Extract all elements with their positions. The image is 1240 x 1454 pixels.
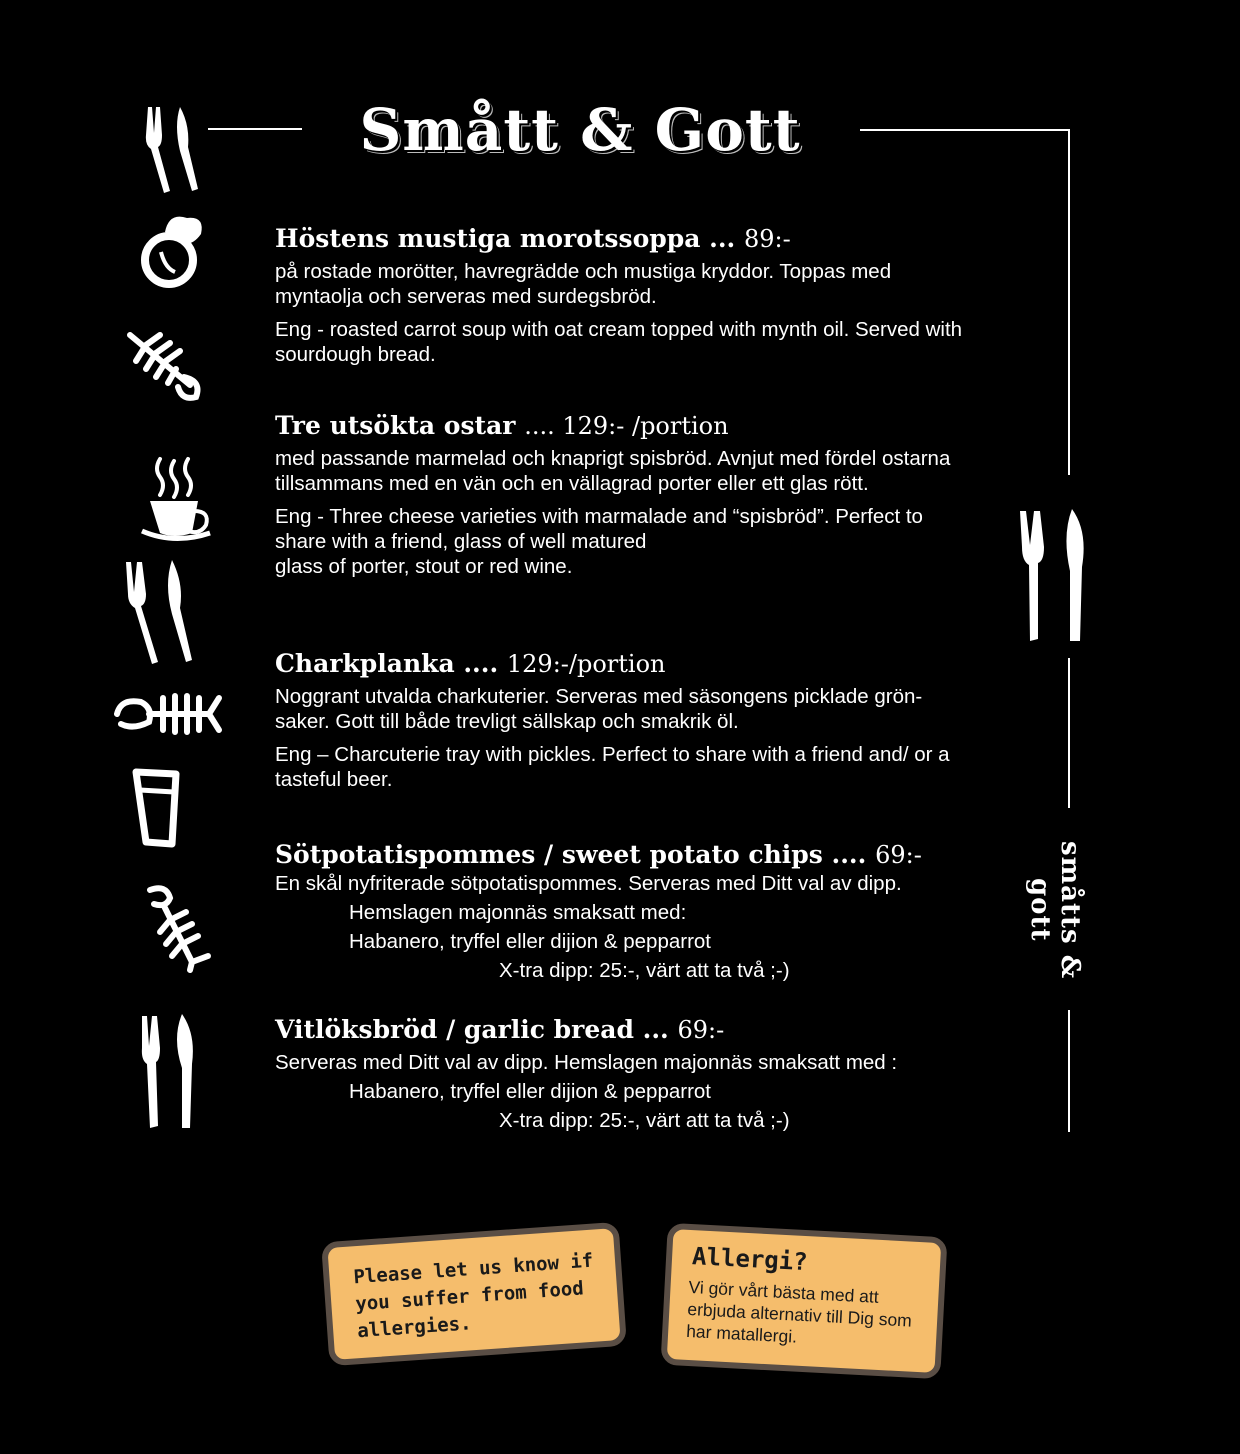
menu-item-charcuterie xyxy=(275,649,975,800)
allergy-note-english-line3: allergies. xyxy=(356,1312,473,1343)
menu-item-name: Vitlöksbröd / garlic bread ... xyxy=(275,1015,669,1044)
cutlery-icon xyxy=(120,558,210,668)
allergy-note-english-line2: you suffer from food xyxy=(354,1277,585,1316)
menu-item-title xyxy=(275,411,975,440)
menu-item-title xyxy=(275,649,975,678)
title-rule-left xyxy=(208,128,302,130)
menu-item-description-en-line2: glass of porter, stout or red wine. xyxy=(275,555,573,578)
menu-item-name: Sötpotatispommes / sweet potato chips .... xyxy=(275,840,867,869)
menu-item-carrot-soup xyxy=(275,224,975,375)
menu-item-cheeses xyxy=(275,411,975,579)
menu-item-title xyxy=(275,840,975,869)
menu-item-dip-line: Habanero, tryffel eller dijion & pepparrot xyxy=(349,1080,711,1103)
fish-bone-icon xyxy=(140,882,215,972)
frame-rule-vertical-bottom xyxy=(1068,1010,1070,1132)
steaming-cup-icon xyxy=(140,455,215,545)
side-section-label: småtts & gott xyxy=(1025,840,1085,980)
frame-rule-vertical-middle xyxy=(1068,658,1070,808)
menu-item-price: 129:-/portion xyxy=(506,650,666,678)
menu-item-dip-line2: Habanero, tryffel eller dijion & pepparrot xyxy=(349,930,711,953)
menu-item-description: En skål nyfriterade sötpotatispommes. Serveras med Ditt val av dipp. xyxy=(275,872,902,895)
cutlery-icon xyxy=(138,1012,203,1132)
menu-item-name: Charkplanka .... xyxy=(275,649,499,678)
menu-item-description-en xyxy=(275,504,975,579)
cutlery-icon xyxy=(140,105,210,195)
menu-item-title xyxy=(275,224,975,253)
menu-item-description-sv: Noggrant utvalda charkuterier. Serveras med säsongens picklade grön-saker. Gott till både trevligt sällskap och smakrik öl. xyxy=(275,685,923,733)
allergy-note-english-text xyxy=(327,1228,619,1347)
menu-item-description-en-line1: Eng - Three cheese varieties with marmalade and “spisbröd”. Perfect to share with a friend, glass of well matured xyxy=(275,505,923,553)
menu-item-description-en: Eng – Charcuterie tray with pickles. Perfect to share with a friend and/ or a tasteful beer. xyxy=(275,743,950,791)
fish-bone-icon xyxy=(113,688,223,743)
menu-item-price: 69:- xyxy=(875,841,922,869)
menu-item-extra-dip: X-tra dipp: 25:-, värt att ta två ;-) xyxy=(499,1109,790,1132)
menu-item-price: .... 129:- /portion xyxy=(524,412,729,440)
menu-item-description-sv: på rostade morötter, havregrädde och mustiga kryddor. Toppas med myntaolja och serveras med surdegsbröd. xyxy=(275,260,892,308)
menu-item-name: Höstens mustiga morotssoppa ... xyxy=(275,224,736,253)
menu-item-name: Tre utsökta ostar xyxy=(275,411,516,440)
title-rule-right xyxy=(860,129,1070,131)
menu-item-price: 89:- xyxy=(743,225,791,253)
allergy-note-body: Vi gör vårt bästa med att erbjuda alternativ till Dig som har matallergi. xyxy=(685,1276,913,1347)
menu-item-garlic-bread xyxy=(275,1015,975,1141)
menu-item-description-sv: med passande marmelad och knaprigt spisbröd. Avnjut med fördel ostarna tillsammans med en vän och en vällagrad porter eller ett glas rött. xyxy=(275,447,951,495)
fish-bone-icon xyxy=(120,325,210,405)
menu-item-description-en: Eng - roasted carrot soup with oat cream topped with mynth oil. Served with sourdough bread. xyxy=(275,318,963,366)
page-title: Smått & Gott xyxy=(359,96,801,164)
allergy-note-heading: Allergi? xyxy=(691,1242,809,1277)
menu-item-price: 69:- xyxy=(677,1016,725,1044)
allergy-note-swedish xyxy=(660,1223,947,1379)
onion-icon xyxy=(135,212,215,292)
allergy-note-english-line1: Please let us know if xyxy=(352,1249,594,1289)
menu-item-sweet-potato-chips xyxy=(275,840,975,991)
menu-item-dip-line1: Hemslagen majonnäs smaksatt med: xyxy=(349,901,687,924)
menu-item-extra-dip: X-tra dipp: 25:-, värt att ta två ;-) xyxy=(499,959,790,982)
beer-glass-icon xyxy=(132,768,192,848)
frame-rule-vertical-top xyxy=(1068,129,1070,475)
cutlery-icon xyxy=(1018,505,1093,645)
menu-item-title xyxy=(275,1015,975,1044)
allergy-note-english xyxy=(321,1222,627,1366)
menu-item-description: Serveras med Ditt val av dipp. Hemslagen majonnäs smaksatt med : xyxy=(275,1051,898,1074)
